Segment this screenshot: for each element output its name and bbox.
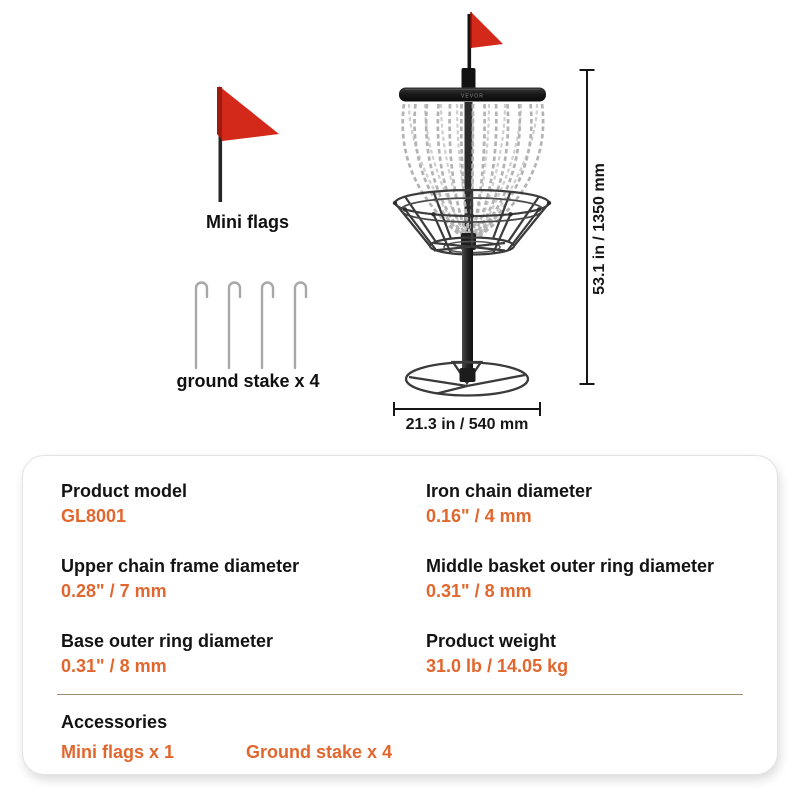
- spec-grid: [23, 456, 777, 678]
- ground-stake-label: ground stake x 4: [176, 371, 320, 391]
- spec-value: 0.28" / 7 mm: [61, 581, 167, 601]
- spec-item-iron-chain-diameter: [426, 480, 739, 528]
- basket-flag: [468, 12, 504, 72]
- spec-label: Product weight: [426, 631, 556, 651]
- spec-label: Iron chain diameter: [426, 481, 593, 501]
- mini-flag-red-pennant: [219, 86, 279, 141]
- accessories-title: Accessories: [61, 712, 168, 732]
- middle-basket-cage: [395, 190, 549, 255]
- spec-value: 0.16" / 4 mm: [426, 506, 532, 526]
- spec-label: Product model: [61, 481, 188, 501]
- ground-stakes-illustration: [175, 270, 320, 375]
- disc-golf-basket-illustration: [370, 0, 620, 450]
- spec-label: Middle basket outer ring diameter: [426, 556, 715, 576]
- spec-item-base-outer-ring-diameter: [61, 630, 426, 678]
- mini-flag-illustration: [180, 75, 310, 210]
- mini-flag-fold-shade: [217, 87, 222, 140]
- spec-card: [22, 455, 778, 775]
- spec-value: 31.0 lb / 14.05 kg: [426, 656, 569, 676]
- accessories-items: [61, 740, 739, 764]
- accessory-item-ground-stake: Ground stake x 4: [246, 742, 393, 762]
- spec-item-product-model: [61, 480, 426, 528]
- base-dimension-label: 21.3 in / 540 mm: [405, 416, 529, 433]
- ground-stake-icon: [295, 283, 306, 368]
- mini-flags-label: Mini flags: [205, 212, 289, 232]
- spec-label: Base outer ring diameter: [61, 631, 274, 651]
- accessory-item-mini-flags: Mini flags x 1: [61, 742, 175, 762]
- ground-stake-icon: [196, 283, 207, 368]
- height-dimension-label: 53.1 in / 1350 mm: [591, 163, 608, 295]
- spec-value: GL8001: [61, 506, 127, 526]
- spec-label: Upper chain frame diameter: [61, 556, 300, 576]
- spec-value: 0.31" / 8 mm: [61, 656, 167, 676]
- spec-value: 0.31" / 8 mm: [426, 581, 532, 601]
- basket-pole-foot: [460, 368, 476, 382]
- spec-item-upper-chain-frame-diameter: [61, 555, 426, 603]
- ground-stake-icon: [229, 283, 240, 368]
- base-dimension-line: [394, 402, 540, 416]
- brand-logo-text: VEVOR: [460, 93, 485, 100]
- card-divider: [57, 694, 743, 695]
- basket-main-pole: [462, 248, 473, 378]
- basket-top-band: [399, 88, 546, 102]
- accessories-section: [23, 711, 777, 764]
- ground-stake-icon: [262, 283, 273, 368]
- basket-top-hub: [462, 68, 476, 89]
- spec-item-middle-basket-ring-diameter: [426, 555, 739, 603]
- spec-item-product-weight: [426, 630, 739, 678]
